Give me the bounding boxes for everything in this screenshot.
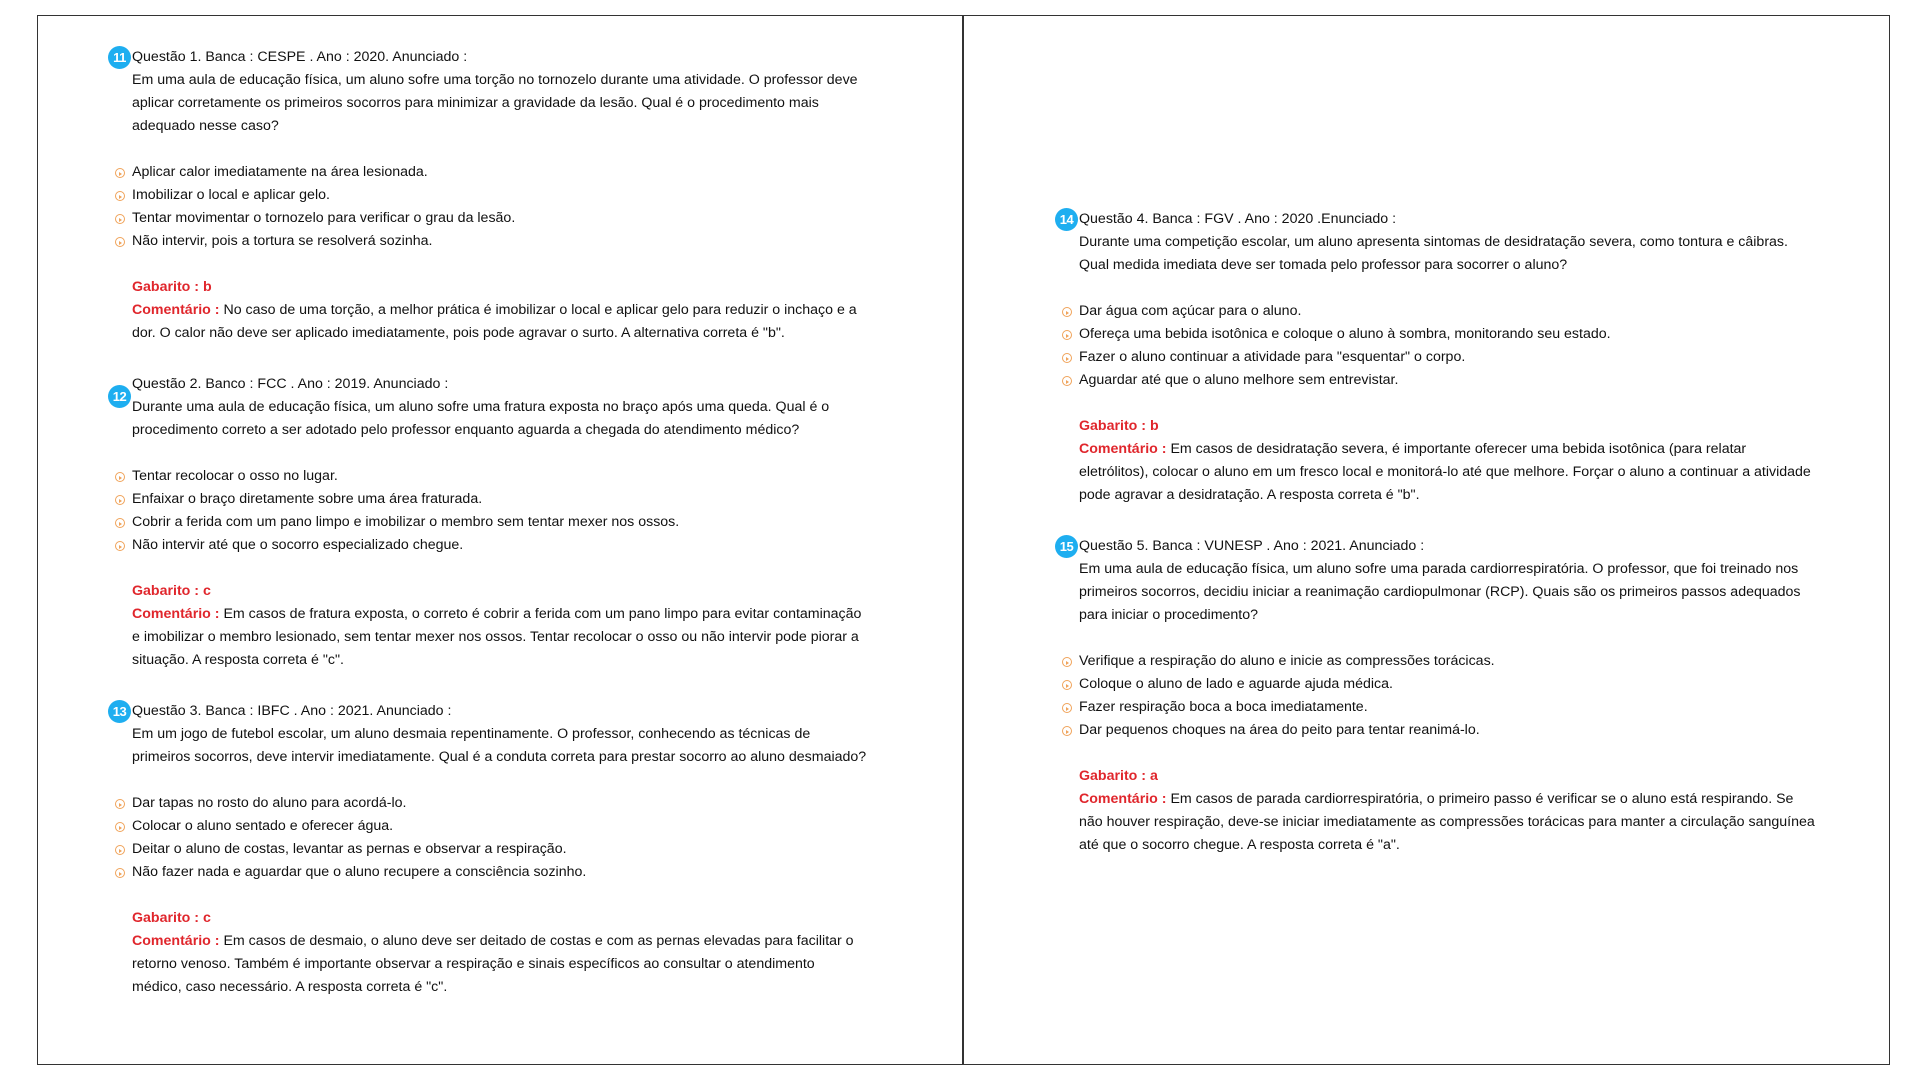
comment-label: Comentário : xyxy=(132,302,220,318)
option-item[interactable] xyxy=(1055,300,1815,323)
right-page-column xyxy=(1055,208,1815,885)
option-item[interactable] xyxy=(108,534,868,557)
option-item[interactable] xyxy=(1055,369,1815,392)
option-label: Tentar recolocar o osso no lugar. xyxy=(132,468,338,484)
radio-circle-icon xyxy=(1062,330,1072,340)
question-number-badge: 13 xyxy=(108,700,131,723)
question-header: Questão 3. Banca : IBFC . Ano : 2021. Anunciado : xyxy=(132,703,452,719)
answer-section xyxy=(108,580,868,672)
radio-circle-icon xyxy=(1062,353,1072,363)
option-label: Imobilizar o local e aplicar gelo. xyxy=(132,187,330,203)
comment xyxy=(132,603,868,672)
radio-circle-icon xyxy=(115,191,125,201)
radio-circle-icon xyxy=(1062,703,1072,713)
answer-section xyxy=(108,907,868,999)
option-label: Dar pequenos choques na área do peito para tentar reanimá-lo. xyxy=(1079,722,1480,738)
option-item[interactable] xyxy=(108,207,868,230)
question-number-badge: 11 xyxy=(108,46,131,69)
answer-section xyxy=(1055,415,1815,507)
option-item[interactable] xyxy=(1055,650,1815,673)
option-item[interactable] xyxy=(1055,346,1815,369)
question-text: Em uma aula de educação física, um aluno sofre uma parada cardiorrespiratória. O professor, que foi treinado nos primeiros socorros, decidiu iniciar a reanimação cardiopulmonar (RCP). Quais são os primeiros passos adequados para iniciar o procedimento? xyxy=(1079,561,1801,623)
option-item[interactable] xyxy=(1055,719,1815,742)
question-block xyxy=(108,373,868,672)
gabarito: Gabarito : b xyxy=(132,279,212,295)
option-item[interactable] xyxy=(108,861,868,884)
option-item[interactable] xyxy=(108,488,868,511)
comment xyxy=(1079,438,1815,507)
radio-circle-icon xyxy=(1062,680,1072,690)
option-item[interactable] xyxy=(108,161,868,184)
radio-circle-icon xyxy=(115,799,125,809)
options-list xyxy=(108,465,868,557)
option-label: Colocar o aluno sentado e oferecer água. xyxy=(132,818,394,834)
comment-text: Em casos de desidratação severa, é importante oferecer uma bebida isotônica (para relatar eletrólitos), colocar o aluno em um fresco local e monitorá-lo até que melhore. Forçar o aluno a continuar a atividade pode agravar a desidratação. A resposta correta é "b". xyxy=(1079,441,1811,503)
question-number-badge: 12 xyxy=(108,385,131,408)
question-text: Durante uma aula de educação física, um aluno sofre uma fratura exposta no braço após uma queda. Qual é o procedimento correto a ser adotado pelo professor enquanto aguarda a chegada do atendimento médico? xyxy=(132,399,830,438)
question-block xyxy=(108,46,868,345)
question-header: Questão 4. Banca : FGV . Ano : 2020 .Enunciado : xyxy=(1079,211,1397,227)
answer-section xyxy=(1055,765,1815,857)
options-list xyxy=(108,792,868,884)
question-header: Questão 5. Banca : VUNESP . Ano : 2021. Anunciado : xyxy=(1079,538,1425,554)
gabarito: Gabarito : c xyxy=(132,910,211,926)
comment xyxy=(132,299,868,345)
option-label: Dar tapas no rosto do aluno para acordá-lo. xyxy=(132,795,407,811)
question-text: Em uma aula de educação física, um aluno sofre uma torção no tornozelo durante uma atividade. O professor deve aplicar corretamente os primeiros socorros para minimizar a gravidade da lesão. Qual é o procedimento mais adequado nesse caso? xyxy=(132,72,858,134)
question-header: Questão 1. Banca : CESPE . Ano : 2020. Anunciado : xyxy=(132,49,468,65)
option-item[interactable] xyxy=(1055,696,1815,719)
option-item[interactable] xyxy=(108,511,868,534)
radio-circle-icon xyxy=(1062,726,1072,736)
option-label: Fazer respiração boca a boca imediatamente. xyxy=(1079,699,1368,715)
option-item[interactable] xyxy=(108,230,868,253)
comment-label: Comentário : xyxy=(132,606,220,622)
radio-circle-icon xyxy=(115,845,125,855)
question-block xyxy=(1055,535,1815,857)
radio-circle-icon xyxy=(115,868,125,878)
radio-circle-icon xyxy=(1062,657,1072,667)
page-divider xyxy=(962,15,964,1065)
option-label: Dar água com açúcar para o aluno. xyxy=(1079,303,1302,319)
option-label: Tentar movimentar o tornozelo para verificar o grau da lesão. xyxy=(132,210,516,226)
option-item[interactable] xyxy=(108,815,868,838)
option-label: Deitar o aluno de costas, levantar as pernas e observar a respiração. xyxy=(132,841,567,857)
option-item[interactable] xyxy=(108,838,868,861)
option-label: Verifique a respiração do aluno e inicie as compressões torácicas. xyxy=(1079,653,1495,669)
question-number-badge: 14 xyxy=(1055,208,1078,231)
option-label: Não intervir até que o socorro especializado chegue. xyxy=(132,537,464,553)
gabarito: Gabarito : c xyxy=(132,583,211,599)
option-item[interactable] xyxy=(108,465,868,488)
radio-circle-icon xyxy=(115,541,125,551)
comment-text: Em casos de desmaio, o aluno deve ser deitado de costas e com as pernas elevadas para facilitar o retorno venoso. Também é importante observar a respiração e sinais específicos ao consultar o atendimento médico, caso necessário. A resposta correta é "c". xyxy=(132,933,854,995)
option-label: Não intervir, pois a tortura se resolverá sozinha. xyxy=(132,233,433,249)
gabarito: Gabarito : b xyxy=(1079,418,1159,434)
option-label: Fazer o aluno continuar a atividade para "esquentar" o corpo. xyxy=(1079,349,1466,365)
option-label: Aplicar calor imediatamente na área lesionada. xyxy=(132,164,428,180)
comment-text: Em casos de parada cardiorrespiratória, o primeiro passo é verificar se o aluno está respirando. Se não houver respiração, deve-se iniciar imediatamente as compressões torácicas para manter a circulação sanguínea até que o socorro chegue. A resposta correta é "a". xyxy=(1079,791,1815,853)
option-item[interactable] xyxy=(1055,673,1815,696)
question-text: Em um jogo de futebol escolar, um aluno desmaia repentinamente. O professor, conhecendo as técnicas de primeiros socorros, deve intervir imediatamente. Qual é a conduta correta para prestar socorro ao aluno desmaiado? xyxy=(132,726,867,765)
answer-section xyxy=(108,276,868,345)
options-list xyxy=(1055,300,1815,392)
option-item[interactable] xyxy=(108,792,868,815)
radio-circle-icon xyxy=(1062,376,1072,386)
comment-text: Em casos de fratura exposta, o correto é cobrir a ferida com um pano limpo para evitar contaminação e imobilizar o membro lesionado, sem tentar mexer nos ossos. Tentar recolocar o osso ou não intervir pode piorar a situação. A resposta correta é "c". xyxy=(132,606,862,668)
comment-label: Comentário : xyxy=(1079,791,1167,807)
option-label: Aguardar até que o aluno melhore sem entrevistar. xyxy=(1079,372,1399,388)
option-label: Enfaixar o braço diretamente sobre uma área fraturada. xyxy=(132,491,483,507)
options-list xyxy=(1055,650,1815,742)
left-page-column xyxy=(108,46,868,1027)
question-number-badge: 15 xyxy=(1055,535,1078,558)
option-label: Coloque o aluno de lado e aguarde ajuda médica. xyxy=(1079,676,1393,692)
gabarito: Gabarito : a xyxy=(1079,768,1158,784)
comment-label: Comentário : xyxy=(132,933,220,949)
radio-circle-icon xyxy=(115,495,125,505)
option-label: Cobrir a ferida com um pano limpo e imobilizar o membro sem tentar mexer nos ossos. xyxy=(132,514,680,530)
radio-circle-icon xyxy=(115,472,125,482)
radio-circle-icon xyxy=(115,214,125,224)
comment-text: No caso de uma torção, a melhor prática é imobilizar o local e aplicar gelo para reduzir o inchaço e a dor. O calor não deve ser aplicado imediatamente, pois pode agravar o surto. A alternativa correta é "b". xyxy=(132,302,857,341)
option-label: Ofereça uma bebida isotônica e coloque o aluno à sombra, monitorando seu estado. xyxy=(1079,326,1611,342)
option-item[interactable] xyxy=(1055,323,1815,346)
question-header: Questão 2. Banco : FCC . Ano : 2019. Anunciado : xyxy=(132,376,449,392)
option-label: Não fazer nada e aguardar que o aluno recupere a consciência sozinho. xyxy=(132,864,587,880)
comment xyxy=(132,930,868,999)
question-block xyxy=(1055,208,1815,507)
radio-circle-icon xyxy=(115,168,125,178)
comment-label: Comentário : xyxy=(1079,441,1167,457)
radio-circle-icon xyxy=(115,518,125,528)
radio-circle-icon xyxy=(1062,307,1072,317)
radio-circle-icon xyxy=(115,822,125,832)
comment xyxy=(1079,788,1815,857)
option-item[interactable] xyxy=(108,184,868,207)
question-text: Durante uma competição escolar, um aluno apresenta sintomas de desidratação severa, como tontura e câibras. Qual medida imediata deve ser tomada pelo professor para socorrer o aluno? xyxy=(1079,234,1788,273)
radio-circle-icon xyxy=(115,237,125,247)
question-block xyxy=(108,700,868,999)
options-list xyxy=(108,161,868,253)
